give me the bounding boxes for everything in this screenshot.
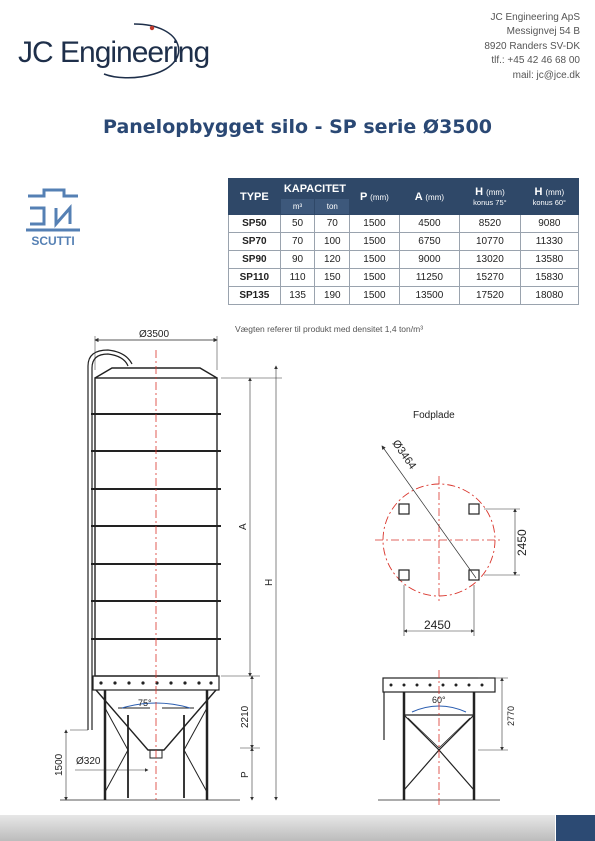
spec-table <box>228 178 579 305</box>
table-row <box>229 215 579 233</box>
header-p-unit: (mm) <box>370 192 389 202</box>
footplate-title: Fodplade <box>413 410 455 421</box>
cell-type: SP90 <box>229 251 281 269</box>
cell-a: 4500 <box>399 215 460 233</box>
header-h75 <box>460 179 521 215</box>
scutti-logo <box>22 186 84 252</box>
ladder-rail <box>92 354 128 730</box>
address-line: Messignvej 54 B <box>506 26 580 38</box>
cell-ton: 190 <box>315 287 350 305</box>
cell-p: 1500 <box>350 287 400 305</box>
angle-label-75: 75° <box>138 698 152 708</box>
silo-drawing <box>0 330 595 815</box>
table-row <box>229 233 579 251</box>
header-h60-label: H <box>534 185 543 198</box>
address-line: 8920 Randers SV-DK <box>484 40 580 52</box>
cell-h75: 13020 <box>460 251 521 269</box>
cell-h75: 10770 <box>460 233 521 251</box>
cell-h75: 8520 <box>460 215 521 233</box>
dim-label-1500: 1500 <box>54 753 65 776</box>
table-row <box>229 269 579 287</box>
company-address <box>484 11 580 83</box>
scutti-label: SCUTTI <box>31 234 75 248</box>
cell-h60: 9080 <box>520 215 578 233</box>
density-note: Vægten referer til produkt med densitet 1,4 ton/m³ <box>235 324 424 334</box>
header-a <box>399 179 460 215</box>
header-p <box>350 179 400 215</box>
cell-m3: 50 <box>280 215 315 233</box>
table-row <box>229 251 579 269</box>
jc-engineering-logo <box>14 22 210 82</box>
cell-p: 1500 <box>350 269 400 287</box>
header-h75-label: H <box>475 185 484 198</box>
footplate-2450-v: 2450 <box>515 529 529 556</box>
header-unit-ton: ton <box>315 199 350 215</box>
footplate-dimensions <box>404 509 520 636</box>
support-dim-2770: 2770 <box>506 705 516 726</box>
cell-ton: 150 <box>315 269 350 287</box>
header-h75-unit: (mm) <box>486 187 505 197</box>
cell-m3: 135 <box>280 287 315 305</box>
cell-ton: 120 <box>315 251 350 269</box>
address-line: JC Engineering ApS <box>490 12 580 23</box>
footplate-plan <box>375 446 520 636</box>
support-bolts <box>390 684 484 687</box>
cell-ton: 70 <box>315 215 350 233</box>
cell-a: 11250 <box>399 269 460 287</box>
header-h75-sub: konus 75° <box>473 197 507 207</box>
dim-label-2210: 2210 <box>240 705 251 728</box>
dim-label-p: P <box>240 771 251 778</box>
dia-leader <box>382 446 476 578</box>
cell-h60: 18080 <box>520 287 578 305</box>
footer-bar <box>0 815 555 841</box>
header-a-label: A <box>414 190 423 203</box>
cell-m3: 70 <box>280 233 315 251</box>
header-h60-sub: konus 60° <box>532 197 567 207</box>
cell-p: 1500 <box>350 215 400 233</box>
header-kapacitet: KAPACITET <box>280 179 349 199</box>
cell-p: 1500 <box>350 251 400 269</box>
cell-h60: 13580 <box>520 251 578 269</box>
cell-h75: 17520 <box>460 287 521 305</box>
header-h60-unit: (mm) <box>545 187 565 197</box>
cell-type: SP135 <box>229 287 281 305</box>
silo-side-view <box>60 336 240 800</box>
cell-m3: 110 <box>280 269 315 287</box>
cell-m3: 90 <box>280 251 315 269</box>
footplate-dia-label: Ø3464 <box>389 437 419 472</box>
cell-h75: 15270 <box>460 269 521 287</box>
header-p-label: P <box>359 190 368 203</box>
cell-a: 6750 <box>399 233 460 251</box>
cell-p: 1500 <box>350 233 400 251</box>
logo-wordmark: JC Engineering <box>18 36 210 69</box>
header-type: TYPE <box>229 179 281 215</box>
dim-label-dia: Ø3500 <box>139 330 170 340</box>
support-dimensions <box>478 678 508 750</box>
header-unit-m3: m³ <box>280 199 315 215</box>
dim-label-h: H <box>264 578 275 586</box>
cell-type: SP110 <box>229 269 281 287</box>
address-line: mail: jc@jce.dk <box>512 69 580 81</box>
table-row <box>229 287 579 305</box>
angle-label-60: 60° <box>432 695 446 705</box>
footplate-2450-h: 2450 <box>424 618 451 632</box>
cell-type: SP50 <box>229 215 281 233</box>
header-a-unit: (mm) <box>425 192 445 202</box>
cell-h60: 15830 <box>520 269 578 287</box>
side-dimensions <box>66 366 282 800</box>
dim-label-320: Ø320 <box>76 756 101 767</box>
scutti-mark-icon <box>22 186 84 234</box>
footer-accent <box>556 815 595 841</box>
cell-type: SP70 <box>229 233 281 251</box>
address-line: tlf.: +45 42 46 68 00 <box>491 55 580 67</box>
page-title: Panelopbygget silo - SP serie Ø3500 <box>103 116 492 138</box>
header-h60 <box>520 179 578 215</box>
cell-a: 13500 <box>399 287 460 305</box>
cell-ton: 100 <box>315 233 350 251</box>
cell-a: 9000 <box>399 251 460 269</box>
dim-label-a: A <box>238 523 249 530</box>
cell-h60: 11330 <box>520 233 578 251</box>
